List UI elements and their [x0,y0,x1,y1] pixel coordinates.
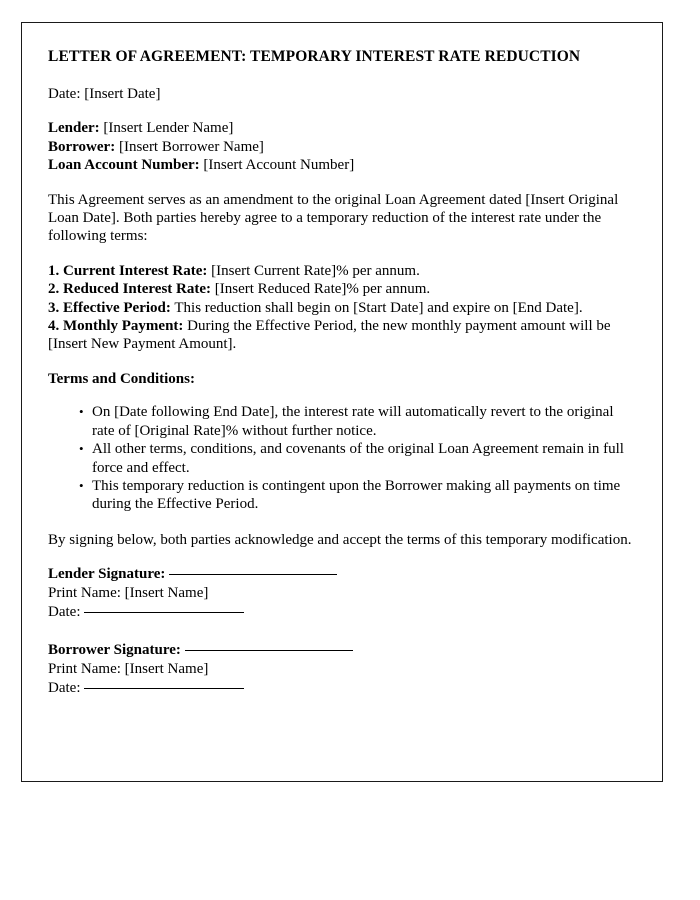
borrower-print-name-line [48,660,636,679]
borrower-line [48,138,636,156]
list-item: • This temporary reduction is contingent upon the Borrower making all payments on time during the Effective Period. [92,477,636,514]
lender-date-label: Date: [48,604,81,621]
borrower-label: Borrower: [48,138,116,155]
term-text: During the Effective Period, the new monthly payment amount will be [Insert New Payment Amount]. [48,318,611,353]
term-item [48,262,636,280]
date-line: Date: [Insert Date] [48,86,161,102]
conditions-list [48,403,636,513]
term-text: [Insert Current Rate]% per annum. [211,262,420,279]
term-label: Monthly Payment: [63,318,184,335]
term-item [48,280,636,298]
lender-signature-label: Lender Signature: [48,566,166,583]
lender-value: [Insert Lender Name] [103,120,234,137]
borrower-signature-block [48,641,636,698]
intro-paragraph: This Agreement serves as an amendment to the original Loan Agreement dated [Insert Original Loan Date]. Both parties hereby agree to a temporary reduction of the interest rate under the following terms: [48,191,619,245]
lender-signature-rule[interactable] [169,574,337,575]
term-number: 1. [48,262,60,279]
lender-signature-line [48,565,636,584]
document-title: LETTER OF AGREEMENT: TEMPORARY INTEREST RATE REDUCTION [48,48,581,65]
term-text: [Insert Reduced Rate]% per annum. [214,281,431,298]
term-item [48,299,636,317]
numbered-terms-list [48,262,636,354]
parties-block [48,119,636,174]
document-content [22,23,662,698]
lender-line [48,119,636,137]
list-item: • All other terms, conditions, and covenants of the original Loan Agreement remain in full force and effect. [92,440,636,477]
lender-print-name-value: [Insert Name] [124,585,209,602]
conditions-heading: Terms and Conditions: [48,370,195,387]
borrower-print-name-label: Print Name: [48,661,121,678]
term-number: 4. [48,318,60,335]
borrower-date-line [48,679,636,698]
term-label: Reduced Interest Rate: [63,281,212,298]
borrower-signature-line [48,641,636,660]
lender-date-rule[interactable] [84,612,244,613]
loan-account-label: Loan Account Number: [48,157,200,174]
term-label: Current Interest Rate: [63,262,208,279]
borrower-print-name-value: [Insert Name] [124,661,209,678]
term-label: Effective Period: [63,299,171,316]
term-number: 3. [48,299,60,316]
lender-signature-block [48,565,636,622]
loan-account-line [48,156,636,174]
document-frame [21,22,663,782]
term-number: 2. [48,281,60,298]
borrower-value: [Insert Borrower Name] [118,138,264,155]
list-item: • On [Date following End Date], the interest rate will automatically revert to the original rate of [Original Rate]% without further notice. [92,403,636,440]
lender-date-line [48,603,636,622]
borrower-signature-rule[interactable] [185,650,353,651]
lender-print-name-line [48,584,636,603]
borrower-date-label: Date: [48,680,81,697]
borrower-date-rule[interactable] [84,688,244,689]
term-item [48,317,636,354]
term-text: This reduction shall begin on [Start Date] and expire on [End Date]. [174,299,583,316]
lender-label: Lender: [48,120,100,137]
borrower-signature-label: Borrower Signature: [48,642,181,659]
closing-paragraph: By signing below, both parties acknowledge and accept the terms of this temporary modification. [48,531,632,548]
loan-account-value: [Insert Account Number] [203,157,355,174]
lender-print-name-label: Print Name: [48,585,121,602]
